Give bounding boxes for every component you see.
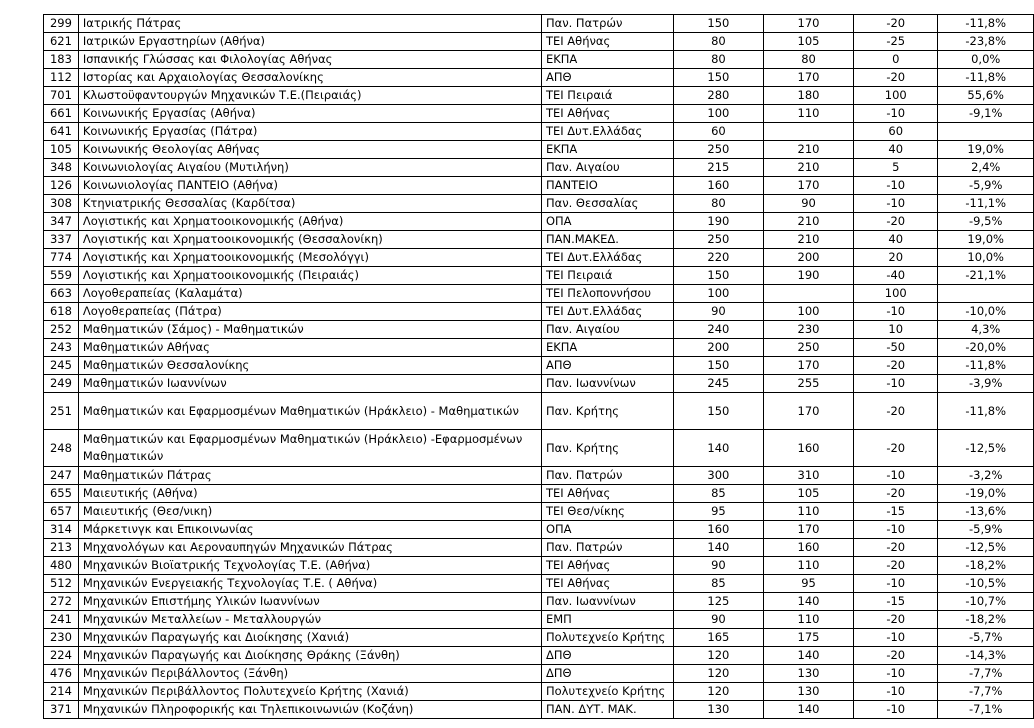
department-cell: Μηχανικών Πληροφορικής και Τηλεπικοινωνιών (Κοζάνη) — [78, 701, 541, 719]
table-row — [44, 357, 1034, 375]
institution-cell: ΑΠΘ — [541, 69, 673, 87]
difference-cell: -20 — [854, 357, 938, 375]
value-2018-cell: 140 — [763, 593, 853, 611]
code-cell: 299 — [44, 15, 79, 33]
value-2019-cell: 120 — [673, 665, 763, 683]
institution-cell: ΤΕΙ Αθήνας — [541, 33, 673, 51]
value-2019-cell: 100 — [673, 105, 763, 123]
value-2018-cell: 130 — [763, 683, 853, 701]
difference-cell: 5 — [854, 159, 938, 177]
value-2019-cell: 215 — [673, 159, 763, 177]
difference-cell: -40 — [854, 267, 938, 285]
difference-cell: -25 — [854, 33, 938, 51]
table-row — [44, 231, 1034, 249]
difference-cell: -20 — [854, 539, 938, 557]
table-body — [44, 15, 1034, 719]
code-cell: 347 — [44, 213, 79, 231]
table-row — [44, 575, 1034, 593]
table-row — [44, 303, 1034, 321]
difference-cell: -10 — [854, 195, 938, 213]
percent-change-cell: -9,5% — [938, 213, 1034, 231]
table-row — [44, 51, 1034, 69]
institution-cell: ΠΑΝΤΕΙΟ — [541, 177, 673, 195]
department-cell: Μηχανικών Ενεργειακής Τεχνολογίας Τ.Ε. ( Αθήνα) — [78, 575, 541, 593]
institution-cell: Παν. Πατρών — [541, 539, 673, 557]
department-cell: Μηχανικών Περιβάλλοντος Πολυτεχνείο Κρήτης (Χανιά) — [78, 683, 541, 701]
value-2019-cell: 165 — [673, 629, 763, 647]
code-cell: 308 — [44, 195, 79, 213]
institution-cell: ΟΠΑ — [541, 213, 673, 231]
difference-cell: -15 — [854, 593, 938, 611]
value-2018-cell: 190 — [763, 267, 853, 285]
difference-cell: 100 — [854, 87, 938, 105]
value-2019-cell: 150 — [673, 69, 763, 87]
institution-cell: ΠΑΝ. ΔΥΤ. ΜΑΚ. — [541, 701, 673, 719]
value-2018-cell: 170 — [763, 69, 853, 87]
difference-cell: 100 — [854, 285, 938, 303]
value-2018-cell: 90 — [763, 195, 853, 213]
difference-cell: 0 — [854, 51, 938, 69]
value-2018-cell: 100 — [763, 303, 853, 321]
value-2019-cell: 300 — [673, 467, 763, 485]
department-cell: Λογιστικής και Χρηματοοικονομικής (Αθήνα) — [78, 213, 541, 231]
value-2019-cell: 95 — [673, 503, 763, 521]
department-cell: Κλωστοϋφαντουργών Μηχανικών Τ.Ε.(Πειραιάς) — [78, 87, 541, 105]
institution-cell: Παν. Αιγαίου — [541, 321, 673, 339]
percent-change-cell: 4,3% — [938, 321, 1034, 339]
department-cell: Μαθηματικών και Εφαρμοσμένων Μαθηματικών (Ηράκλειο) -Εφαρμοσμένων Μαθηματικών — [78, 430, 541, 467]
institution-cell: ΤΕΙ Αθήνας — [541, 575, 673, 593]
institution-cell: ΑΠΘ — [541, 357, 673, 375]
value-2019-cell: 150 — [673, 15, 763, 33]
institution-cell: Παν. Κρήτης — [541, 430, 673, 467]
percent-change-cell: -10,0% — [938, 303, 1034, 321]
difference-cell: -10 — [854, 303, 938, 321]
value-2018-cell: 210 — [763, 141, 853, 159]
department-cell: Μαθηματικών Ιωαννίνων — [78, 375, 541, 393]
code-cell: 337 — [44, 231, 79, 249]
code-cell: 480 — [44, 557, 79, 575]
code-cell: 314 — [44, 521, 79, 539]
code-cell: 251 — [44, 393, 79, 430]
percent-change-cell: -3,2% — [938, 467, 1034, 485]
difference-cell: -10 — [854, 665, 938, 683]
institution-cell: ΔΠΘ — [541, 665, 673, 683]
value-2018-cell: 255 — [763, 375, 853, 393]
difference-cell: -50 — [854, 339, 938, 357]
table-row — [44, 15, 1034, 33]
table-row — [44, 159, 1034, 177]
percent-change-cell: 2,4% — [938, 159, 1034, 177]
table-row — [44, 467, 1034, 485]
value-2018-cell: 130 — [763, 665, 853, 683]
institution-cell: ΤΕΙ Αθήνας — [541, 485, 673, 503]
percent-change-cell: -10,7% — [938, 593, 1034, 611]
difference-cell: -10 — [854, 177, 938, 195]
department-cell: Κοινωνικής Εργασίας (Πάτρα) — [78, 123, 541, 141]
department-cell: Λογιστικής και Χρηματοοικονομικής (Πειραιάς) — [78, 267, 541, 285]
table-row — [44, 665, 1034, 683]
table-row — [44, 485, 1034, 503]
difference-cell: -10 — [854, 629, 938, 647]
value-2018-cell — [763, 123, 853, 141]
difference-cell: -10 — [854, 521, 938, 539]
value-2018-cell: 230 — [763, 321, 853, 339]
table-row — [44, 647, 1034, 665]
percent-change-cell — [938, 123, 1034, 141]
percent-change-cell: -20,0% — [938, 339, 1034, 357]
department-cell: Κοινωνιολογίας ΠΑΝΤΕΙΟ (Αθήνα) — [78, 177, 541, 195]
table-row — [44, 249, 1034, 267]
department-cell: Μαιευτικής (Αθήνα) — [78, 485, 541, 503]
value-2019-cell: 160 — [673, 521, 763, 539]
value-2018-cell: 170 — [763, 521, 853, 539]
department-cell: Λογιστικής και Χρηματοοικονομικής (Θεσσαλονίκη) — [78, 231, 541, 249]
institution-cell: Παν. Θεσσαλίας — [541, 195, 673, 213]
value-2018-cell: 210 — [763, 231, 853, 249]
value-2018-cell: 110 — [763, 611, 853, 629]
code-cell: 247 — [44, 467, 79, 485]
department-cell: Μηχανικών Βιοϊατρικής Τεχνολογίας Τ.Ε. (Αθήνα) — [78, 557, 541, 575]
department-cell: Κοινωνιολογίας Αιγαίου (Μυτιλήνη) — [78, 159, 541, 177]
code-cell: 657 — [44, 503, 79, 521]
institution-cell: Πολυτεχνείο Κρήτης — [541, 629, 673, 647]
code-cell: 214 — [44, 683, 79, 701]
value-2019-cell: 125 — [673, 593, 763, 611]
value-2019-cell: 190 — [673, 213, 763, 231]
difference-cell: -10 — [854, 467, 938, 485]
value-2019-cell: 60 — [673, 123, 763, 141]
table-row — [44, 701, 1034, 719]
department-cell: Ιατρικής Πάτρας — [78, 15, 541, 33]
difference-cell: -20 — [854, 647, 938, 665]
department-cell: Ισπανικής Γλώσσας και Φιλολογίας Αθήνας — [78, 51, 541, 69]
value-2018-cell: 175 — [763, 629, 853, 647]
percent-change-cell: -9,1% — [938, 105, 1034, 123]
department-cell: Κτηνιατρικής Θεσσαλίας (Καρδίτσα) — [78, 195, 541, 213]
table-row — [44, 213, 1034, 231]
code-cell: 183 — [44, 51, 79, 69]
table-row — [44, 33, 1034, 51]
value-2019-cell: 140 — [673, 430, 763, 467]
value-2018-cell: 160 — [763, 539, 853, 557]
value-2019-cell: 160 — [673, 177, 763, 195]
institution-cell: ΤΕΙ Θεσ/νίκης — [541, 503, 673, 521]
percent-change-cell: -7,7% — [938, 683, 1034, 701]
spreadsheet — [43, 14, 1034, 719]
table-row — [44, 593, 1034, 611]
code-cell: 663 — [44, 285, 79, 303]
institution-cell: ΤΕΙ Αθήνας — [541, 557, 673, 575]
value-2019-cell: 150 — [673, 267, 763, 285]
department-cell: Μαθηματικών Πάτρας — [78, 467, 541, 485]
table-row — [44, 105, 1034, 123]
difference-cell: -10 — [854, 375, 938, 393]
department-cell: Μηχανικών Παραγωγής και Διοίκησης Θράκης (Ξάνθη) — [78, 647, 541, 665]
institution-cell: ΕΚΠΑ — [541, 141, 673, 159]
code-cell: 559 — [44, 267, 79, 285]
code-cell: 476 — [44, 665, 79, 683]
institution-cell: ΤΕΙ Δυτ.Ελλάδας — [541, 303, 673, 321]
department-cell: Μαθηματικών Θεσσαλονίκης — [78, 357, 541, 375]
percent-change-cell: -5,9% — [938, 521, 1034, 539]
value-2019-cell: 140 — [673, 539, 763, 557]
value-2018-cell: 95 — [763, 575, 853, 593]
difference-cell: 40 — [854, 141, 938, 159]
code-cell: 245 — [44, 357, 79, 375]
value-2018-cell: 140 — [763, 701, 853, 719]
value-2019-cell: 90 — [673, 611, 763, 629]
department-cell: Μηχανικών Παραγωγής και Διοίκησης (Χανιά) — [78, 629, 541, 647]
difference-cell: -20 — [854, 611, 938, 629]
table-row — [44, 321, 1034, 339]
value-2019-cell: 130 — [673, 701, 763, 719]
table-row — [44, 141, 1034, 159]
department-cell: Μάρκετινγκ και Επικοινωνίας — [78, 521, 541, 539]
table-row — [44, 285, 1034, 303]
code-cell: 126 — [44, 177, 79, 195]
value-2018-cell: 310 — [763, 467, 853, 485]
department-cell: Κοινωνικής Θεολογίας Αθήνας — [78, 141, 541, 159]
value-2018-cell: 210 — [763, 213, 853, 231]
percent-change-cell: -12,5% — [938, 539, 1034, 557]
table-row — [44, 195, 1034, 213]
department-cell: Μηχανικών Περιβάλλοντος (Ξάνθη) — [78, 665, 541, 683]
department-cell: Μηχανολόγων και Αεροναυπηγών Μηχανικών Πάτρας — [78, 539, 541, 557]
percent-change-cell: -7,7% — [938, 665, 1034, 683]
percent-change-cell: -18,2% — [938, 611, 1034, 629]
code-cell: 774 — [44, 249, 79, 267]
percent-change-cell: -11,8% — [938, 15, 1034, 33]
value-2019-cell: 90 — [673, 557, 763, 575]
data-table — [43, 14, 1034, 719]
code-cell: 249 — [44, 375, 79, 393]
table-row — [44, 503, 1034, 521]
difference-cell: -15 — [854, 503, 938, 521]
table-row — [44, 123, 1034, 141]
table-row — [44, 267, 1034, 285]
percent-change-cell: 10,0% — [938, 249, 1034, 267]
value-2019-cell: 240 — [673, 321, 763, 339]
department-cell: Μηχανικών Μεταλλείων - Μεταλλουργών — [78, 611, 541, 629]
percent-change-cell: -19,0% — [938, 485, 1034, 503]
value-2019-cell: 280 — [673, 87, 763, 105]
table-row — [44, 430, 1034, 467]
table-row — [44, 69, 1034, 87]
percent-change-cell — [938, 285, 1034, 303]
percent-change-cell: -7,1% — [938, 701, 1034, 719]
institution-cell: ΤΕΙ Δυτ.Ελλάδας — [541, 249, 673, 267]
value-2019-cell: 120 — [673, 647, 763, 665]
institution-cell: ΤΕΙ Πειραιά — [541, 267, 673, 285]
value-2019-cell: 85 — [673, 575, 763, 593]
code-cell: 248 — [44, 430, 79, 467]
value-2018-cell: 170 — [763, 15, 853, 33]
institution-cell: ΕΜΠ — [541, 611, 673, 629]
percent-change-cell: -5,7% — [938, 629, 1034, 647]
value-2019-cell: 80 — [673, 51, 763, 69]
value-2018-cell: 250 — [763, 339, 853, 357]
institution-cell: ΤΕΙ Αθήνας — [541, 105, 673, 123]
percent-change-cell: 55,6% — [938, 87, 1034, 105]
code-cell: 243 — [44, 339, 79, 357]
code-cell: 661 — [44, 105, 79, 123]
institution-cell: ΠΑΝ.ΜΑΚΕΔ. — [541, 231, 673, 249]
percent-change-cell: -11,8% — [938, 357, 1034, 375]
value-2019-cell: 220 — [673, 249, 763, 267]
institution-cell: ΔΠΘ — [541, 647, 673, 665]
table-row — [44, 177, 1034, 195]
value-2018-cell: 105 — [763, 33, 853, 51]
table-row — [44, 611, 1034, 629]
value-2019-cell: 150 — [673, 393, 763, 430]
institution-cell: Παν. Ιωαννίνων — [541, 375, 673, 393]
department-cell: Μαθηματικών Αθήνας — [78, 339, 541, 357]
value-2018-cell: 140 — [763, 647, 853, 665]
code-cell: 701 — [44, 87, 79, 105]
institution-cell: ΤΕΙ Δυτ.Ελλάδας — [541, 123, 673, 141]
value-2018-cell: 80 — [763, 51, 853, 69]
difference-cell: -10 — [854, 683, 938, 701]
value-2018-cell: 210 — [763, 159, 853, 177]
value-2018-cell: 105 — [763, 485, 853, 503]
table-row — [44, 557, 1034, 575]
percent-change-cell: 19,0% — [938, 231, 1034, 249]
percent-change-cell: -10,5% — [938, 575, 1034, 593]
difference-cell: -20 — [854, 69, 938, 87]
code-cell: 641 — [44, 123, 79, 141]
institution-cell: ΕΚΠΑ — [541, 339, 673, 357]
code-cell: 105 — [44, 141, 79, 159]
institution-cell: Παν. Κρήτης — [541, 393, 673, 430]
percent-change-cell: -18,2% — [938, 557, 1034, 575]
table-row — [44, 683, 1034, 701]
percent-change-cell: -14,3% — [938, 647, 1034, 665]
code-cell: 241 — [44, 611, 79, 629]
percent-change-cell: 19,0% — [938, 141, 1034, 159]
code-cell: 112 — [44, 69, 79, 87]
value-2019-cell: 80 — [673, 33, 763, 51]
value-2018-cell — [763, 285, 853, 303]
difference-cell: 10 — [854, 321, 938, 339]
institution-cell: Παν. Πατρών — [541, 15, 673, 33]
value-2018-cell: 170 — [763, 393, 853, 430]
table-row — [44, 521, 1034, 539]
department-cell: Λογοθεραπείας (Πάτρα) — [78, 303, 541, 321]
department-cell: Ιστορίας και Αρχαιολογίας Θεσσαλονίκης — [78, 69, 541, 87]
table-row — [44, 87, 1034, 105]
percent-change-cell: -13,6% — [938, 503, 1034, 521]
value-2019-cell: 200 — [673, 339, 763, 357]
percent-change-cell: -11,1% — [938, 195, 1034, 213]
percent-change-cell: -11,8% — [938, 69, 1034, 87]
difference-cell: -20 — [854, 213, 938, 231]
code-cell: 512 — [44, 575, 79, 593]
code-cell: 230 — [44, 629, 79, 647]
code-cell: 371 — [44, 701, 79, 719]
value-2019-cell: 250 — [673, 231, 763, 249]
difference-cell: -20 — [854, 485, 938, 503]
difference-cell: 20 — [854, 249, 938, 267]
percent-change-cell: -21,1% — [938, 267, 1034, 285]
value-2019-cell: 80 — [673, 195, 763, 213]
value-2018-cell: 110 — [763, 105, 853, 123]
institution-cell: Πολυτεχνείο Κρήτης — [541, 683, 673, 701]
table-row — [44, 393, 1034, 430]
department-cell: Μηχανικών Επιστήμης Υλικών Ιωαννίνων — [78, 593, 541, 611]
value-2019-cell: 250 — [673, 141, 763, 159]
value-2019-cell: 85 — [673, 485, 763, 503]
difference-cell: -10 — [854, 701, 938, 719]
difference-cell: -10 — [854, 105, 938, 123]
department-cell: Κοινωνικής Εργασίας (Αθήνα) — [78, 105, 541, 123]
code-cell: 272 — [44, 593, 79, 611]
table-row — [44, 539, 1034, 557]
code-cell: 213 — [44, 539, 79, 557]
code-cell: 621 — [44, 33, 79, 51]
difference-cell: 60 — [854, 123, 938, 141]
institution-cell: ΤΕΙ Πελοποννήσου — [541, 285, 673, 303]
institution-cell: Παν. Ιωαννίνων — [541, 593, 673, 611]
value-2019-cell: 90 — [673, 303, 763, 321]
percent-change-cell: -11,8% — [938, 393, 1034, 430]
value-2018-cell: 160 — [763, 430, 853, 467]
institution-cell: ΟΠΑ — [541, 521, 673, 539]
percent-change-cell: -3,9% — [938, 375, 1034, 393]
department-cell: Λογιστικής και Χρηματοοικονομικής (Μεσολόγγι) — [78, 249, 541, 267]
institution-cell: ΕΚΠΑ — [541, 51, 673, 69]
institution-cell: Παν. Πατρών — [541, 467, 673, 485]
difference-cell: -20 — [854, 430, 938, 467]
value-2019-cell: 120 — [673, 683, 763, 701]
value-2019-cell: 245 — [673, 375, 763, 393]
department-cell: Λογοθεραπείας (Καλαμάτα) — [78, 285, 541, 303]
institution-cell: ΤΕΙ Πειραιά — [541, 87, 673, 105]
department-cell: Μαθηματικών (Σάμος) - Μαθηματικών — [78, 321, 541, 339]
value-2019-cell: 150 — [673, 357, 763, 375]
difference-cell: -10 — [854, 575, 938, 593]
difference-cell: -20 — [854, 557, 938, 575]
percent-change-cell: -12,5% — [938, 430, 1034, 467]
table-row — [44, 629, 1034, 647]
code-cell: 348 — [44, 159, 79, 177]
difference-cell: -20 — [854, 15, 938, 33]
code-cell: 655 — [44, 485, 79, 503]
table-row — [44, 375, 1034, 393]
code-cell: 224 — [44, 647, 79, 665]
percent-change-cell: 0,0% — [938, 51, 1034, 69]
value-2018-cell: 110 — [763, 503, 853, 521]
department-cell: Μαθηματικών και Εφαρμοσμένων Μαθηματικών (Ηράκλειο) - Μαθηματικών — [78, 393, 541, 430]
table-row — [44, 339, 1034, 357]
percent-change-cell: -5,9% — [938, 177, 1034, 195]
institution-cell: Παν. Αιγαίου — [541, 159, 673, 177]
difference-cell: 40 — [854, 231, 938, 249]
value-2018-cell: 170 — [763, 177, 853, 195]
value-2018-cell: 180 — [763, 87, 853, 105]
value-2018-cell: 110 — [763, 557, 853, 575]
percent-change-cell: -23,8% — [938, 33, 1034, 51]
value-2019-cell: 100 — [673, 285, 763, 303]
code-cell: 618 — [44, 303, 79, 321]
difference-cell: -20 — [854, 393, 938, 430]
code-cell: 252 — [44, 321, 79, 339]
value-2018-cell: 170 — [763, 357, 853, 375]
department-cell: Ιατρικών Εργαστηρίων (Αθήνα) — [78, 33, 541, 51]
value-2018-cell: 200 — [763, 249, 853, 267]
department-cell: Μαιευτικής (Θεσ/νικη) — [78, 503, 541, 521]
